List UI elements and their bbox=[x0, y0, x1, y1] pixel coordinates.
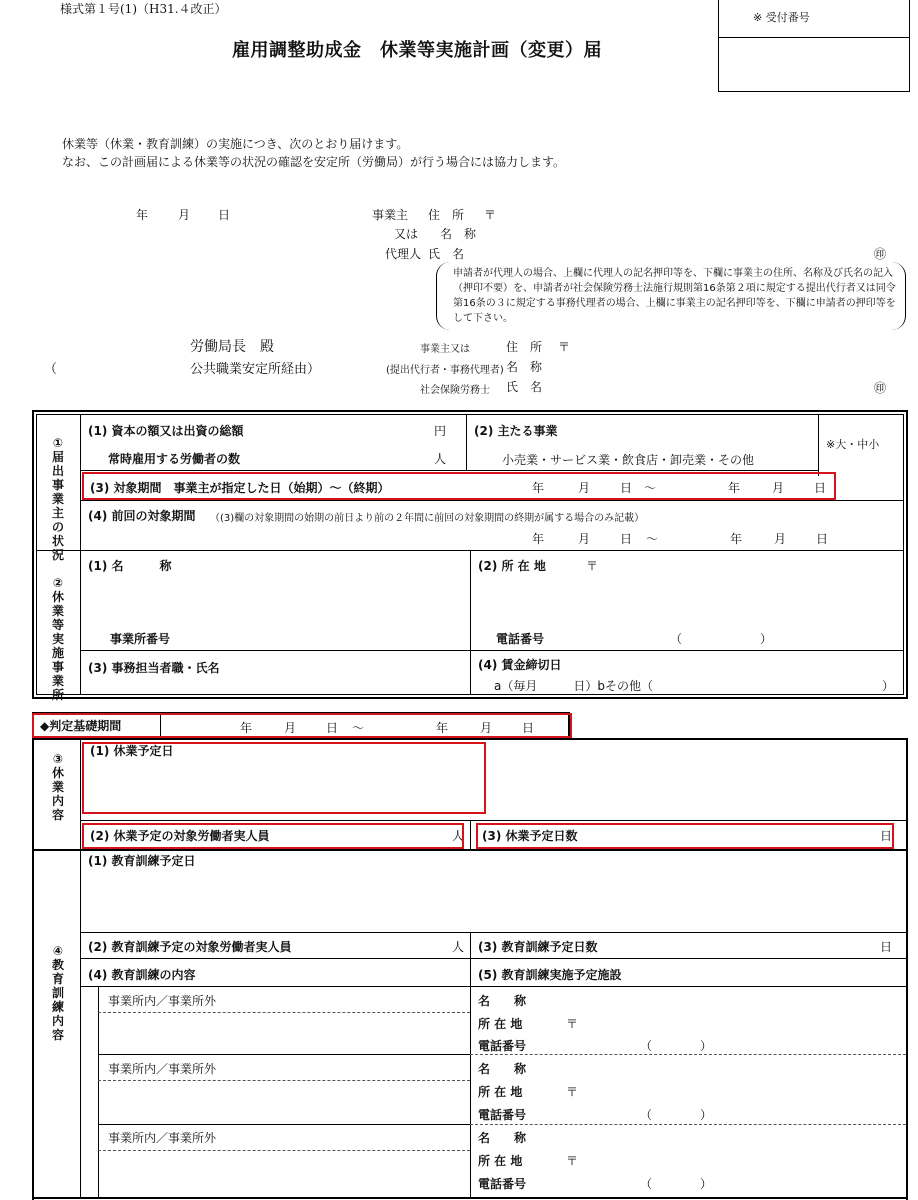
receipt-box bbox=[718, 0, 910, 92]
seal2-icon: ㊞ bbox=[874, 381, 887, 395]
postal-mark: 〒 bbox=[484, 208, 497, 222]
leave-days-count-label: (3) 休業予定日数 bbox=[482, 829, 578, 843]
office-postal-mark: 〒 bbox=[586, 559, 599, 573]
business-label: (2) 主たる事業 bbox=[474, 424, 558, 438]
judgment-year: 年 bbox=[240, 721, 253, 735]
highlight-target-period bbox=[82, 472, 836, 500]
facility-phone-3: 電話番号 bbox=[478, 1177, 527, 1191]
period-month: 月 bbox=[578, 481, 591, 495]
judgment-year2: 年 bbox=[436, 721, 449, 735]
prev-period-label: (4) 前回の対象期間 bbox=[88, 509, 196, 523]
owner-label: 事業主 bbox=[372, 208, 409, 222]
section3-label: ③休業内容 bbox=[51, 752, 64, 822]
facility-paren-close-2: ） bbox=[700, 1108, 713, 1122]
facility-paren-close-3: ） bbox=[700, 1177, 713, 1191]
capital-label: (1) 資本の額又は出資の総額 bbox=[88, 424, 244, 438]
facility-postal-3: 〒 bbox=[566, 1154, 579, 1168]
highlight-judgment-period bbox=[32, 713, 572, 738]
judgment-month2: 月 bbox=[480, 721, 493, 735]
name2-label: 名 称 bbox=[506, 360, 543, 374]
office-phone-label: 電話番号 bbox=[496, 632, 545, 646]
training-workers-unit: 人 bbox=[452, 940, 465, 954]
judgment-month: 月 bbox=[284, 721, 297, 735]
facility-phone-1: 電話番号 bbox=[478, 1039, 527, 1053]
prev-year2: 年 bbox=[730, 532, 743, 546]
section1-label: ①届出事業主の状況 bbox=[51, 436, 64, 562]
address-label: 住 所 bbox=[428, 208, 465, 222]
period-year: 年 bbox=[532, 481, 545, 495]
section2-label: ②休業等実施事業所 bbox=[51, 576, 64, 702]
period-tilde: ～ bbox=[644, 481, 657, 495]
training-days-count-label: (3) 教育訓練予定日数 bbox=[478, 940, 598, 954]
office-phone-paren-close: ） bbox=[760, 632, 773, 646]
capital-unit: 円 bbox=[434, 424, 447, 438]
facility-name-3: 名 称 bbox=[478, 1131, 527, 1145]
office-name-label: (1) 名 称 bbox=[88, 559, 172, 573]
submitter-label: (提出代行者・事務代理者) bbox=[386, 365, 504, 376]
period-month2: 月 bbox=[772, 481, 785, 495]
payroll-label: (4) 賃金締切日 bbox=[478, 658, 562, 672]
form-number: 様式第１号(1)（H31.４改正） bbox=[60, 2, 227, 16]
intro-line-2: なお、この計画届による休業等の状況の確認を安定所（労働局）が行う場合には協力します。 bbox=[62, 155, 566, 169]
prev-month: 月 bbox=[578, 532, 591, 546]
training-place-3: 事業所内／事業所外 bbox=[108, 1131, 217, 1145]
paren-open: （ bbox=[44, 362, 58, 377]
prev-day: 日 bbox=[620, 532, 633, 546]
person-name-label: 氏 名 bbox=[428, 247, 465, 261]
or-label: 又は bbox=[394, 227, 419, 241]
training-place-1: 事業所内／事業所外 bbox=[108, 994, 217, 1008]
date-month: 月 bbox=[178, 208, 191, 222]
payroll-options: a（毎月 日）bその他（ bbox=[494, 679, 653, 693]
facility-paren-close-1: ） bbox=[700, 1039, 713, 1053]
facility-paren-open-2: （ bbox=[640, 1108, 653, 1122]
prev-month2: 月 bbox=[774, 532, 787, 546]
facility-name-2: 名 称 bbox=[478, 1062, 527, 1076]
payroll-paren-close: ） bbox=[882, 679, 895, 693]
intro-line-1: 休業等（休業・教育訓練）の実施につき、次のとおり届けます。 bbox=[62, 137, 409, 151]
name-label: 名 称 bbox=[440, 227, 477, 241]
facility-name-1: 名 称 bbox=[478, 994, 527, 1008]
prev-day2: 日 bbox=[816, 532, 829, 546]
facility-phone-2: 電話番号 bbox=[478, 1108, 527, 1122]
page-title: 雇用調整助成金 休業等実施計画（変更）届 bbox=[232, 40, 602, 61]
agent-note: 申請者が代理人の場合、上欄に代理人の記名押印等を、下欄に事業主の住所、名称及び氏名の記入（押印不要）を、申請者が社会保険労務士法施行規則第16条第２項に規定する提出代行者又は同令第16条の３に規定する事務代理者の場合、上欄に事業主の記名押印等を、下欄に申請者の押印等をして下さい。 bbox=[453, 268, 896, 324]
facility-paren-open-1: （ bbox=[640, 1039, 653, 1053]
facility-location-1: 所 在 地 bbox=[478, 1017, 523, 1031]
sharoshi-label: 社会保険労務士 bbox=[420, 385, 490, 396]
date-year: 年 bbox=[136, 208, 149, 222]
judgment-day: 日 bbox=[326, 721, 339, 735]
section4-label: ④教育訓練内容 bbox=[51, 944, 64, 1042]
facility-postal-2: 〒 bbox=[566, 1085, 579, 1099]
judgment-tilde: ～ bbox=[352, 721, 365, 735]
period-day2: 日 bbox=[814, 481, 827, 495]
training-content-label: (4) 教育訓練の内容 bbox=[88, 968, 196, 982]
bureau-label: 労働局長 殿 bbox=[190, 339, 274, 355]
training-days-unit: 日 bbox=[880, 940, 893, 954]
judgment-label: ◆判定基礎期間 bbox=[40, 719, 122, 733]
office-number-label: 事業所番号 bbox=[110, 632, 171, 646]
judgment-day2: 日 bbox=[522, 721, 535, 735]
size-label: ※大・中小 bbox=[826, 438, 880, 451]
business-options: 小売業・サービス業・飲食店・卸売業・その他 bbox=[502, 453, 755, 467]
agent-note-box bbox=[436, 262, 906, 330]
highlight-planned-leave-days bbox=[82, 742, 486, 814]
office-phone-paren-open: （ bbox=[670, 632, 683, 646]
agent-label: 代理人 bbox=[385, 247, 422, 261]
prev-year: 年 bbox=[532, 532, 545, 546]
receipt-label: ※ 受付番号 bbox=[753, 11, 810, 24]
planned-leave-days-label: (1) 休業予定日 bbox=[90, 744, 174, 758]
office-via-label: 公共職業安定所経由） bbox=[190, 362, 321, 377]
facility-paren-open-3: （ bbox=[640, 1177, 653, 1191]
workers-label: 常時雇用する労働者の数 bbox=[108, 452, 241, 466]
facility-location-3: 所 在 地 bbox=[478, 1154, 523, 1168]
person2-label: 氏 名 bbox=[506, 380, 543, 394]
date-day: 日 bbox=[218, 208, 231, 222]
workers-unit: 人 bbox=[434, 452, 447, 466]
leave-workers-label: (2) 休業予定の対象労働者実人員 bbox=[90, 829, 270, 843]
training-days-label: (1) 教育訓練予定日 bbox=[88, 854, 196, 868]
training-workers-label: (2) 教育訓練予定の対象労働者実人員 bbox=[88, 940, 292, 954]
leave-workers-unit: 人 bbox=[452, 829, 465, 843]
address2-label: 住 所 bbox=[506, 340, 543, 354]
training-facility-label: (5) 教育訓練実施予定施設 bbox=[478, 968, 622, 982]
postal2-mark: 〒 bbox=[558, 340, 571, 354]
seal-icon: ㊞ bbox=[874, 247, 887, 261]
facility-location-2: 所 在 地 bbox=[478, 1085, 523, 1099]
office-location-label: (2) 所 在 地 bbox=[478, 559, 546, 573]
period-day: 日 bbox=[620, 481, 633, 495]
contact-label: (3) 事務担当者職・氏名 bbox=[88, 661, 220, 675]
period-year2: 年 bbox=[728, 481, 741, 495]
facility-postal-1: 〒 bbox=[566, 1017, 579, 1031]
owner-or-label: 事業主又は bbox=[420, 344, 470, 355]
training-place-2: 事業所内／事業所外 bbox=[108, 1062, 217, 1076]
leave-days-unit: 日 bbox=[880, 829, 893, 843]
prev-tilde: ～ bbox=[646, 532, 659, 546]
period-label: (3) 対象期間 事業主が指定した日（始期）～（終期） bbox=[90, 481, 390, 495]
highlight-leave-workers bbox=[82, 823, 464, 849]
highlight-leave-days-count bbox=[476, 823, 894, 849]
prev-period-note: （(3)欄の対象期間の始期の前日より前の２年間に前回の対象期間の終期が属する場合のみ記載） bbox=[210, 513, 645, 524]
